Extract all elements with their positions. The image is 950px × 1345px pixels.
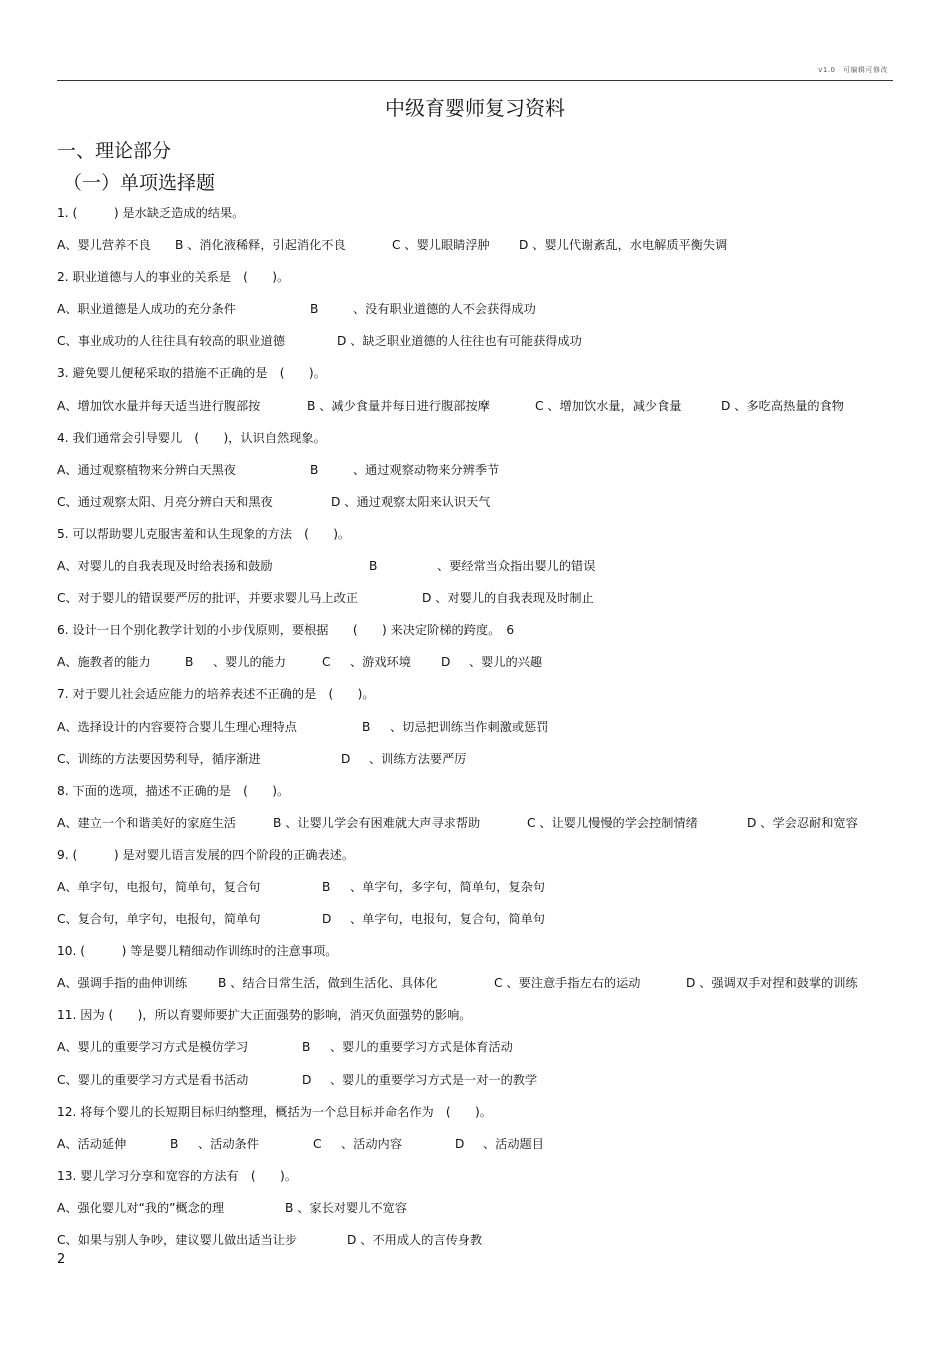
line-segment: B 、减少食量并每日进行腹部按摩 [307, 398, 490, 413]
line-segment: D 、不用成人的言传身教 [347, 1233, 483, 1247]
line-segment: C 、增加饮水量，减少食量 [535, 398, 682, 413]
question-line [57, 783, 893, 815]
line-segment: D [455, 1136, 465, 1151]
line-segment: 、活动条件 [198, 1136, 259, 1151]
line-segment: A、通过观察植物来分辨白天黑夜 [57, 462, 236, 477]
answer-options [57, 333, 893, 365]
line-segment: A、职业道德是人成功的充分条件 [57, 302, 236, 317]
line-segment: 13. 婴儿学习分享和宽容的方法有 ( )。 [57, 1168, 297, 1183]
line-segment: 、要经常当众指出婴儿的错误 [437, 559, 596, 574]
line-segment: 、游戏环境 [350, 655, 411, 670]
question-line [57, 1168, 893, 1200]
answer-options [57, 494, 893, 526]
line-segment: 、婴儿的重要学习方式是一对一的教学 [330, 1072, 538, 1087]
line-segment: D 、缺乏职业道德的人往往也有可能获得成功 [337, 334, 582, 349]
question-line [57, 1007, 893, 1039]
answer-options [57, 558, 893, 590]
answer-options [57, 751, 893, 783]
line-segment: 、没有职业道德的人不会获得成功 [353, 302, 536, 317]
line-segment: 7. 对于婴儿社会适应能力的培养表述不正确的是 ( )。 [57, 687, 375, 702]
line-segment: 3. 避免婴儿便秘采取的措施不正确的是 ( )。 [57, 366, 326, 381]
line-segment: 12. 将每个婴儿的长短期目标归纳整理，概括为一个总目标并命名作为 ( )。 [57, 1104, 492, 1119]
line-segment: B 、家长对婴儿不宽容 [285, 1200, 407, 1215]
answer-options [57, 301, 893, 333]
line-segment: A、活动延伸 [57, 1136, 127, 1151]
line-segment: 10. ( ) 等是婴儿精细动作训练时的注意事项。 [57, 944, 338, 959]
line-segment: C、通过观察太阳、月亮分辨白天和黑夜 [57, 494, 273, 509]
line-segment: 、活动题目 [483, 1136, 544, 1151]
line-segment: D 、婴儿代谢紊乱，水电解质平衡失调 [519, 238, 728, 253]
line-segment: 、训练方法要严厉 [369, 751, 467, 766]
line-segment: A、婴儿营养不良 [57, 238, 151, 253]
line-segment: B [369, 559, 378, 574]
line-segment: 2. 职业道德与人的事业的关系是 ( )。 [57, 270, 290, 285]
line-segment: 、婴儿的兴趣 [469, 655, 543, 670]
question-line [57, 430, 893, 462]
answer-options [57, 398, 893, 430]
header-version-note: v1.0 可编辑可修改 [818, 66, 888, 74]
question-line [57, 269, 893, 301]
answer-options [57, 1039, 893, 1071]
line-segment: A、对婴儿的自我表现及时给表扬和鼓励 [57, 559, 273, 574]
answer-options [57, 911, 893, 943]
section-heading: 一、理论部分 [57, 140, 172, 162]
line-segment: A、选择设计的内容要符合婴儿生理心理特点 [57, 719, 297, 734]
document-title: 中级育婴师复习资料 [385, 96, 565, 120]
line-segment: C [313, 1136, 322, 1151]
line-segment: C、婴儿的重要学习方式是看书活动 [57, 1072, 249, 1087]
line-segment: C、如果与别人争吵，建议婴儿做出适当让步 [57, 1233, 298, 1247]
line-segment: D 、多吃高热量的食物 [721, 398, 844, 413]
answer-options [57, 462, 893, 494]
line-segment: B [310, 462, 319, 477]
line-segment: 6. 设计一日个别化教学计划的小步伐原则，要根据 ( ) 来决定阶梯的跨度。 6 [57, 623, 515, 638]
line-segment: A、施教者的能力 [57, 655, 151, 670]
line-segment: 、切忌把训练当作刺激或惩罚 [390, 719, 549, 734]
line-segment: 、通过观察动物来分辨季节 [353, 462, 500, 477]
line-segment: 、单字句，多字句，简单句，复杂句 [350, 879, 545, 894]
line-segment: 5. 可以帮助婴儿克服害羞和认生现象的方法 ( )。 [57, 526, 351, 541]
answer-options [57, 879, 893, 911]
line-segment: C 、让婴儿慢慢的学会控制情绪 [527, 815, 698, 830]
line-segment: C、事业成功的人往往具有较高的职业道德 [57, 334, 285, 349]
question-line [57, 526, 893, 558]
line-segment: D 、通过观察太阳来认识天气 [331, 494, 491, 509]
answer-options [57, 1136, 893, 1168]
page-number: 2 [57, 1252, 66, 1267]
question-line [57, 622, 893, 654]
line-segment: C、复合句，单字句，电报句，简单句 [57, 912, 261, 927]
answer-options [57, 1232, 893, 1264]
question-line [57, 686, 893, 718]
line-segment: A、婴儿的重要学习方式是模仿学习 [57, 1040, 249, 1055]
line-segment: B [302, 1040, 311, 1055]
line-segment: C [322, 655, 331, 670]
line-segment: 1. ( ) 是水缺乏造成的结果。 [57, 206, 245, 220]
line-segment: 4. 我们通常会引导婴儿 ( )，认识自然现象。 [57, 430, 326, 445]
line-segment: C、训练的方法要因势利导，循序渐进 [57, 751, 261, 766]
line-segment: D 、学会忍耐和宽容 [747, 815, 858, 830]
line-segment: B [170, 1136, 179, 1151]
line-segment: 8. 下面的选项，描述不正确的是 ( )。 [57, 783, 290, 798]
answer-options [57, 237, 893, 269]
line-segment: D [441, 655, 451, 670]
line-segment: D 、强调双手对捏和鼓掌的训练 [686, 976, 858, 991]
line-segment: D [322, 912, 332, 927]
line-segment: 、单字句，电报句，复合句，简单句 [350, 912, 545, 927]
answer-options [57, 815, 893, 847]
line-segment: A、建立一个和谐美好的家庭生活 [57, 815, 236, 830]
question-line [57, 1104, 893, 1136]
header-rule [57, 80, 893, 81]
subsection-heading: （一）单项选择题 [63, 172, 216, 194]
question-line [57, 943, 893, 975]
line-segment: B [310, 302, 319, 317]
line-segment: B 、结合日常生活，做到生活化、具体化 [218, 976, 438, 991]
line-segment: D [302, 1072, 312, 1087]
line-segment: A、单字句，电报句，简单句，复合句 [57, 879, 261, 894]
answer-options [57, 1072, 893, 1104]
line-segment: 、婴儿的重要学习方式是体育活动 [330, 1040, 513, 1055]
line-segment: D 、对婴儿的自我表现及时制止 [422, 591, 594, 606]
line-segment: B [322, 879, 331, 894]
line-segment: 9. ( ) 是对婴儿语言发展的四个阶段的正确表述。 [57, 847, 355, 862]
question-line [57, 205, 893, 237]
line-segment: D [341, 751, 351, 766]
answer-options [57, 1200, 893, 1232]
question-list [57, 205, 893, 1264]
line-segment: B [185, 655, 194, 670]
answer-options [57, 975, 893, 1007]
answer-options [57, 590, 893, 622]
line-segment: C 、婴儿眼睛浮肿 [392, 238, 490, 253]
line-segment: A、强化婴儿对“我的”概念的理 [57, 1200, 225, 1215]
question-line [57, 365, 893, 397]
line-segment: 、婴儿的能力 [213, 655, 287, 670]
answer-options [57, 654, 893, 686]
line-segment: B [362, 719, 371, 734]
line-segment: B 、让婴儿学会有困难就大声寻求帮助 [273, 815, 481, 830]
line-segment: A、强调手指的曲伸训练 [57, 976, 188, 991]
answer-options [57, 719, 893, 751]
line-segment: B 、消化液稀释，引起消化不良 [175, 238, 346, 253]
line-segment: 11. 因为 ( )，所以育婴师要扩大正面强势的影响，消灭负面强势的影响。 [57, 1008, 472, 1023]
question-line [57, 847, 893, 879]
line-segment: A、增加饮水量并每天适当进行腹部按 [57, 398, 261, 413]
line-segment: C 、要注意手指左右的运动 [494, 976, 641, 991]
line-segment: C、对于婴儿的错误要严厉的批评，并要求婴儿马上改正 [57, 591, 359, 606]
line-segment: 、活动内容 [341, 1136, 402, 1151]
